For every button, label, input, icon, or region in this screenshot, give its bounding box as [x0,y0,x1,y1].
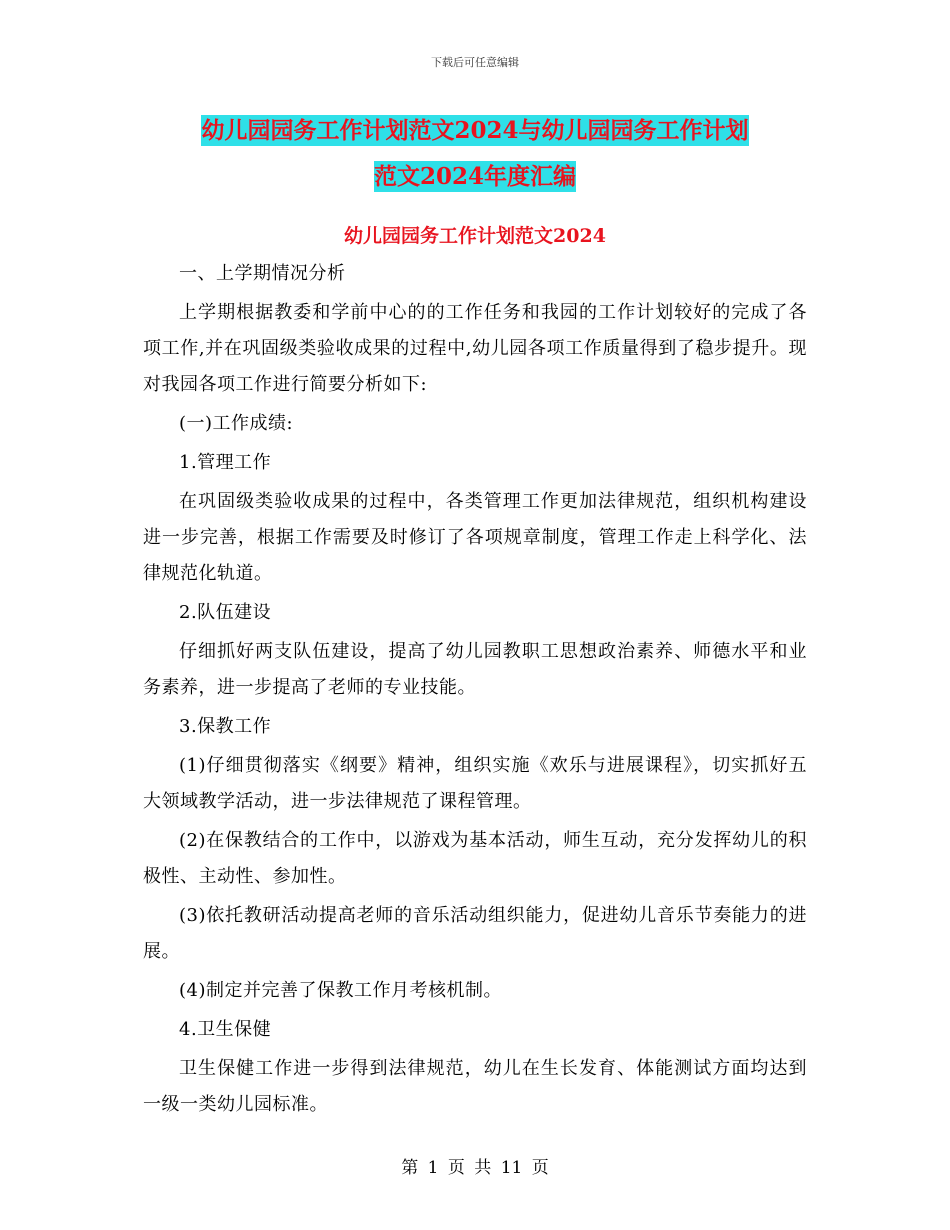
title-line-1: 幼儿园园务工作计划范文2024与幼儿园园务工作计划 [201,117,749,144]
heading-team-building: 2.队伍建设 [179,602,272,623]
page-footer: 第 1 页 共 11 页 [401,1158,549,1178]
paragraph-education-2: (2)在保教结合的工作中，以游戏为基本活动，师生互动，充分发挥幼儿的积极性、主动性、参加性。 [143,830,807,887]
paragraph-health-care: 卫生保健工作进一步得到法律规范，幼儿在生长发育、体能测试方面均达到一级一类幼儿园标准。 [143,1058,807,1115]
document-body [143,263,807,1126]
paragraph-education-3: (3)依托教研活动提高老师的音乐活动组织能力，促进幼儿音乐节奏能力的进展。 [143,905,807,962]
paragraph-overview: 上学期根据教委和学前中心的的工作任务和我园的工作计划较好的完成了各项工作,并在巩固级类验收成果的过程中,幼儿园各项工作质量得到了稳步提升。现对我园各项工作进行简要分析如下: [143,302,807,395]
heading-health-care: 4.卫生保健 [179,1019,272,1040]
heading-management: 1.管理工作 [179,452,272,473]
paragraph-team-building: 仔细抓好两支队伍建设，提高了幼儿园教职工思想政治素养、师德水平和业务素养，进一步提高了老师的专业技能。 [143,641,807,698]
section-title: 幼儿园园务工作计划范文2024 [344,225,606,247]
header-note: 下载后可任意编辑 [431,56,519,69]
heading-achievements: (一)工作成绩: [179,413,294,434]
document-title [143,108,807,200]
heading-education: 3.保教工作 [179,716,272,737]
paragraph-education-1: (1)仔细贯彻落实《纲要》精神，组织实施《欢乐与进展课程》，切实抓好五大领域教学活动，进一步法律规范了课程管理。 [143,755,807,812]
paragraph-management: 在巩固级类验收成果的过程中，各类管理工作更加法律规范，组织机构建设进一步完善，根据工作需要及时修订了各项规章制度，管理工作走上科学化、法律规范化轨道。 [143,491,807,584]
title-line-2: 范文2024年度汇编 [373,163,576,190]
heading-previous-semester: 一、上学期情况分析 [179,263,346,284]
paragraph-education-4: (4)制定并完善了保教工作月考核机制。 [179,980,502,1001]
